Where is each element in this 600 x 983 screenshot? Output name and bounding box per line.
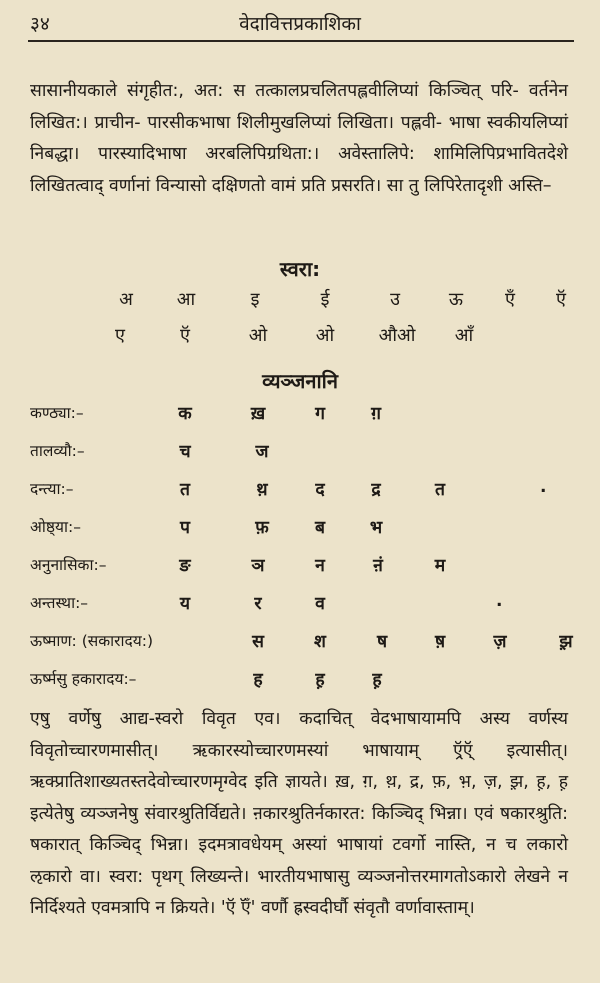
page-header — [0, 8, 600, 38]
consonant-row-dentals — [0, 477, 600, 507]
consonant-letter: ङ — [179, 556, 191, 576]
vowel-letter: ए — [115, 325, 125, 346]
vowel-letter: ऑं — [454, 325, 474, 346]
consonant-letter: ज़ — [493, 632, 507, 652]
consonant-row-gutturals — [0, 401, 600, 431]
header-rule — [28, 40, 574, 42]
vowel-letter: ऍ — [556, 289, 566, 310]
closing-line: एवमत्रापि न क्रियते। 'ऍ ऍँ' वर्णौ ह्रस्वदीर्घौ संवृतौ वर्णावास्ताम्। — [91, 898, 475, 918]
consonant-letter: र — [254, 594, 262, 614]
consonant-letter: स — [252, 632, 264, 652]
consonant-letter: प — [180, 518, 190, 538]
vowel-letter: अ — [119, 289, 133, 310]
consonant-letter: झ़ — [559, 632, 573, 652]
consonant-row-label: दन्त्या:– — [30, 480, 74, 498]
consonants-heading: व्यञ्जनानि — [262, 369, 338, 393]
consonant-letter: ह़ — [372, 670, 382, 690]
consonant-row-sibilants — [0, 629, 600, 659]
consonant-letter: य — [179, 594, 191, 614]
consonant-letter: द — [315, 480, 325, 500]
consonant-row-palatals — [0, 439, 600, 469]
closing-line: किञ्चिद् भिन्ना। एवं षकारश्रुति: षकारात् किञ्चिद् भिन्ना। इदमत्रावधेयम् — [30, 803, 568, 855]
closing-line: अस्यां भाषायां टवर्गो नास्ति, न च लकारो ऌकारो वा। स्वरा: पृथग् — [30, 835, 568, 887]
stray-mark: . — [540, 477, 547, 497]
intro-line: वामं प्रति प्रसरति। सा तु लिपिरेतादृशी अस्ति– — [270, 175, 552, 196]
consonant-letter: म — [434, 556, 446, 576]
consonant-letter: ह़ — [315, 670, 325, 690]
consonant-letter: फ़ — [255, 518, 269, 538]
consonant-letter: द्र — [371, 480, 381, 500]
closing-line: लिख्यन्ते। भारतीयभाषासु व्यञ्जनोत्तरमागतोऽकारो लेखने न निर्दिश्यते — [30, 866, 568, 918]
consonant-row-label: कण्ठ्या:– — [30, 404, 84, 422]
consonant-letter: ग़ — [371, 404, 381, 424]
consonant-letter: ख़ — [250, 404, 266, 424]
vowel-letter: ई — [320, 289, 330, 310]
consonant-letter: ष़ — [434, 632, 446, 652]
consonant-letter: ब — [315, 518, 325, 538]
vowel-letter: ओ — [248, 325, 268, 346]
page-number: ३४ — [30, 13, 50, 35]
consonant-letter: ञ — [251, 556, 265, 576]
stray-mark: . — [496, 591, 503, 611]
closing-line: एषु वर्णेषु आद्य-स्वरो विवृत एव। कदाचित् वेदभाषायामपि अस्य — [30, 709, 510, 729]
consonant-letter: ऩं — [373, 556, 383, 576]
consonant-letter: थ़ — [256, 480, 268, 500]
vowel-letter: इ — [250, 289, 260, 310]
consonant-letter: ष — [376, 632, 388, 652]
vowels-heading: स्वरा: — [279, 257, 321, 281]
consonant-row-label: ऊर्ष्मसु हकारादय:– — [30, 670, 137, 688]
consonant-row-label: ऊष्माण: (सकारादय:) — [30, 632, 153, 650]
consonant-row-label: अनुनासिका:– — [30, 556, 107, 574]
consonant-letter: त — [180, 480, 190, 500]
consonant-row-labials — [0, 515, 600, 545]
closing-line: वर्णस्य विवृतोच्चारणमासीत्। ऋकारस्योच्चारणमस्यां भाषायाम् ऍ्रऍ् — [30, 709, 568, 761]
consonant-letter: ज — [255, 442, 269, 462]
running-title: वेदावित्तप्रकाशिका — [239, 13, 361, 35]
consonant-row-aspirates — [0, 667, 600, 697]
vowel-letter: ऊ — [448, 289, 464, 310]
consonant-letter: व — [315, 594, 325, 614]
vowel-letter: ऍ — [180, 325, 190, 346]
consonant-letter: च — [179, 442, 191, 462]
consonant-row-label: तालव्यौ:– — [30, 442, 85, 460]
vowel-letter: औओ — [378, 325, 416, 346]
consonant-row-nasals — [0, 553, 600, 583]
vowel-letter: एँ — [505, 289, 515, 310]
vowel-letter: उ — [390, 289, 400, 310]
consonant-row-label: ओष्ठ्या:– — [30, 518, 81, 536]
consonant-letter: ह — [253, 670, 263, 690]
consonant-letter: क — [178, 404, 192, 424]
closing-paragraph — [30, 704, 568, 925]
vowel-letter: आ — [176, 289, 196, 310]
consonant-letter: त — [435, 480, 445, 500]
closing-line: इत्यासीत्। ऋक्प्रातिशाख्यतस्तदेवोच्चारणमृग्वेद इति ज्ञायते। ख़, ग़, थ़, द्र, — [30, 740, 568, 792]
consonant-letter: भ — [369, 518, 383, 538]
intro-line: वर्तनेन लिखित:। प्राचीन- पारसीकभाषा शिलीमुखलिप्यां लिखिता। पह्लवी- — [30, 81, 568, 133]
vowel-letter: ओ — [315, 325, 335, 346]
intro-paragraph — [30, 76, 568, 202]
intro-line: सासानीयकाले संगृहीत:, अत: स तत्कालप्रचलितपह्लवीलिप्यां किञ्चित् परि- — [30, 81, 519, 101]
intro-line: भाषा स्वकीयलिप्यां निबद्धा। पारस्यादिभाषा अरबलिपिग्रथिता:। — [30, 112, 568, 164]
closing-line: फ़, भ़, ज़, झ़, ह़, ह़ इत्येतेषु व्यञ्जनेषु संवारश्रुतिर्विद्यते। ऩकारश्रुतिर्नकारत: — [30, 772, 568, 824]
consonant-letter: श — [314, 632, 326, 652]
consonant-row-semivowels — [0, 591, 600, 621]
consonant-letter: ग — [315, 404, 325, 424]
consonant-row-label: अन्तस्था:– — [30, 594, 89, 612]
consonant-letter: न — [315, 556, 325, 576]
intro-line: अवेस्तालिपे: शामिलिपिप्रभावितदेशे लिखितत्वाद् वर्णानां विन्यासो दक्षिणतो — [30, 144, 568, 196]
